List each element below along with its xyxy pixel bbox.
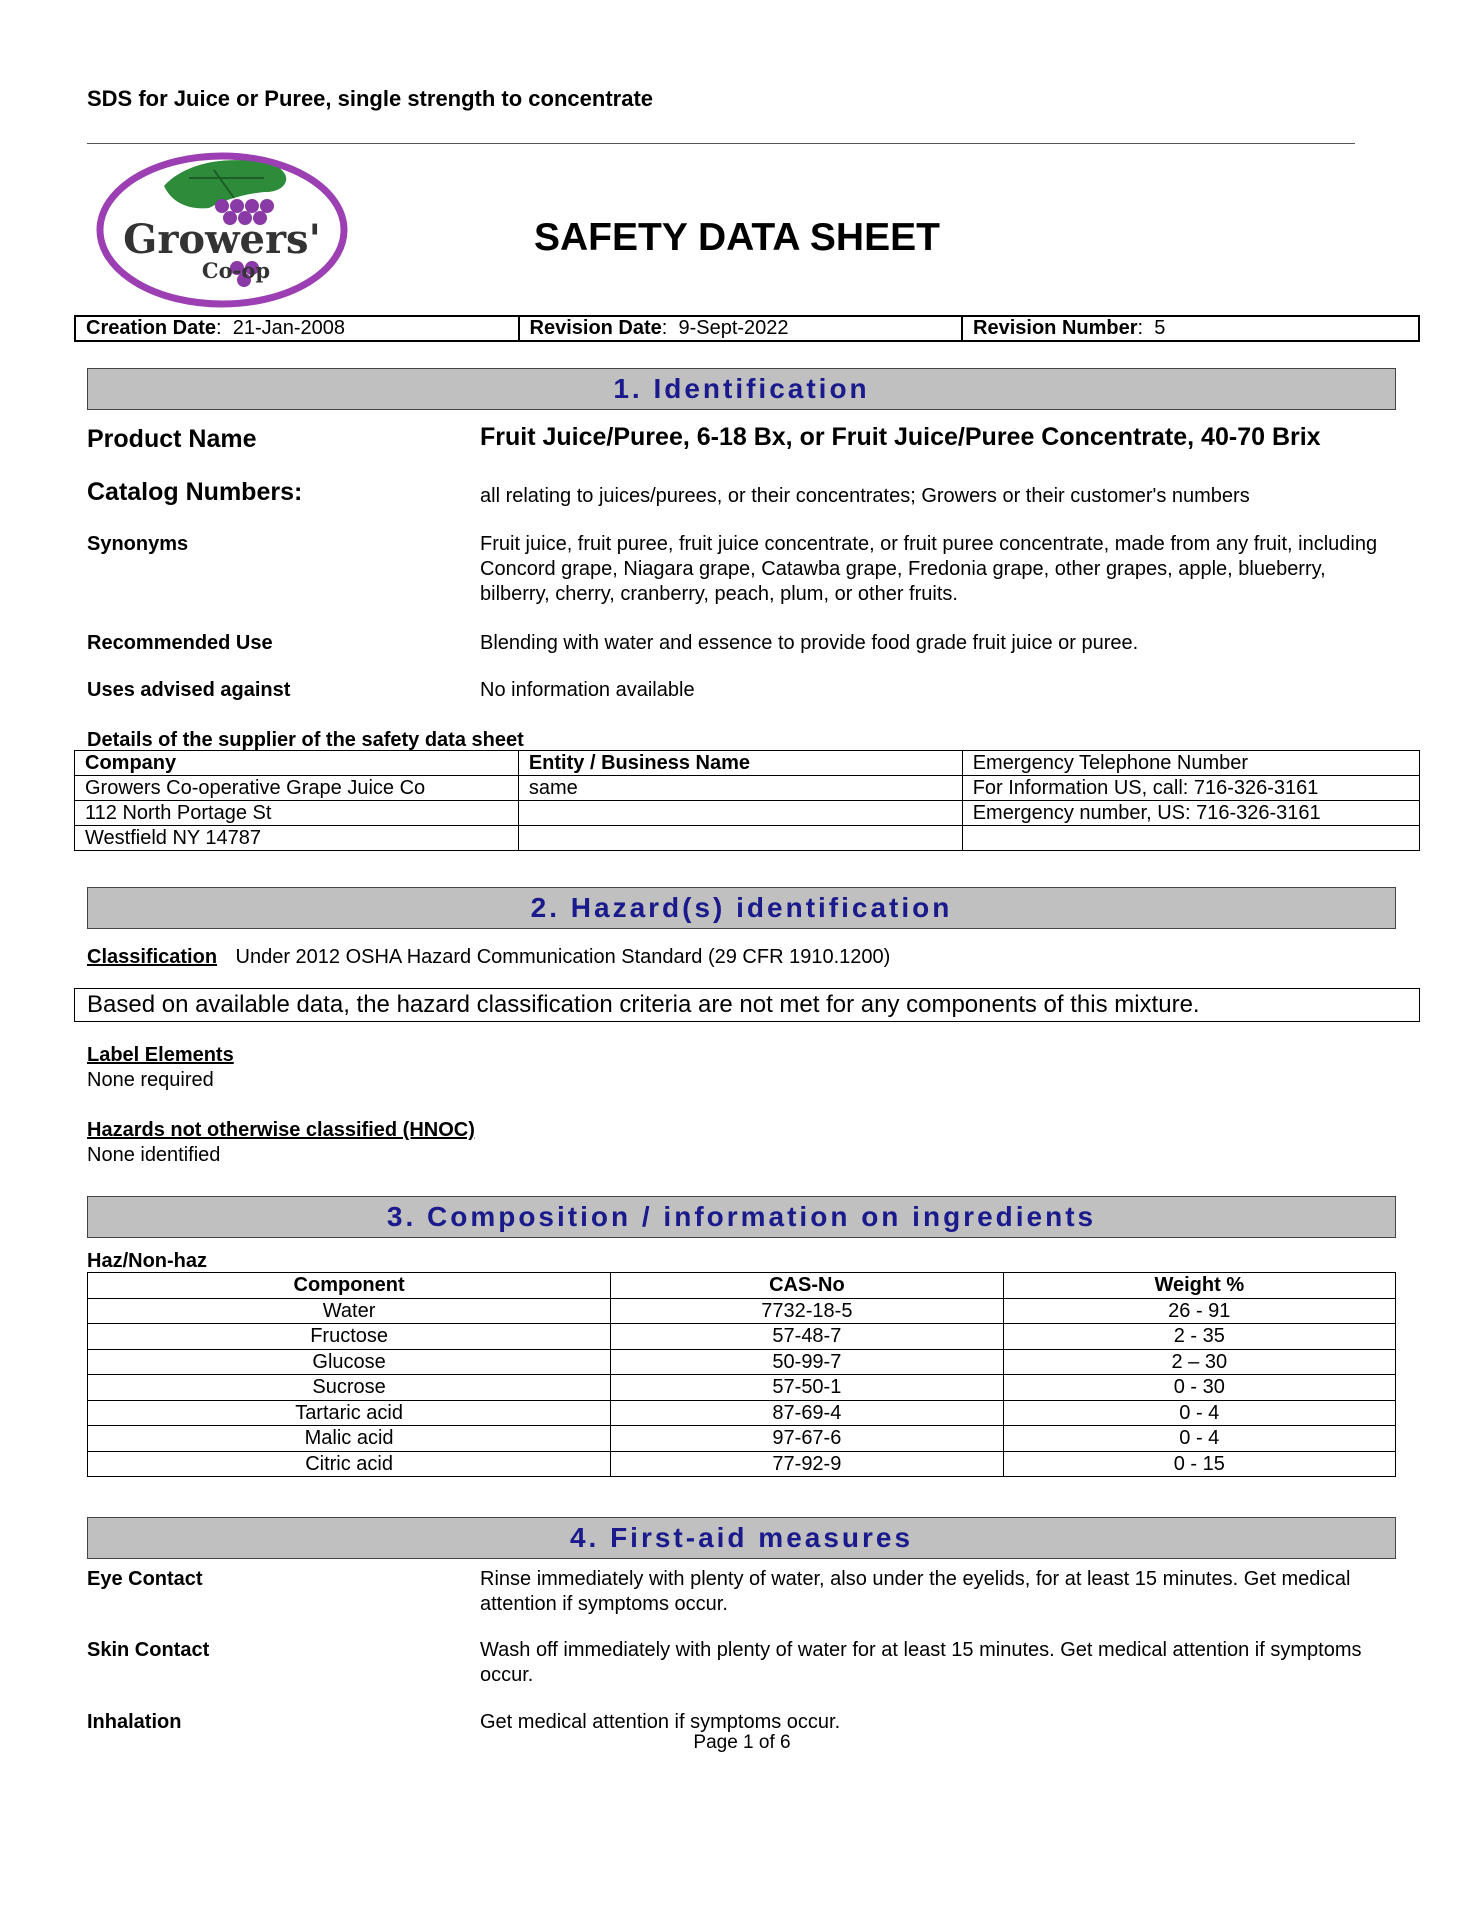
classification-row <box>87 946 890 969</box>
revision-date-cell: Revision Date: 9-Sept-2022 <box>519 316 963 341</box>
table-row: Malic acid 97-67-6 0 - 4 <box>88 1426 1396 1452</box>
table-row: Glucose 50-99-7 2 – 30 <box>88 1349 1396 1375</box>
haz-nonhaz-label: Haz/Non-haz <box>87 1250 207 1272</box>
section-3-header: 3. Composition / information on ingredients <box>87 1196 1396 1238</box>
label-elements-heading: Label Elements <box>87 1044 234 1066</box>
document-title: SDS for Juice or Puree, single strength to concentrate <box>87 86 654 111</box>
table-row: Component CAS-No Weight % <box>88 1273 1396 1299</box>
eye-contact-value: Rinse immediately with plenty of water, also under the eyelids, for at least 15 minutes. Get medical attention if symptoms occur. <box>480 1568 1351 1615</box>
catalog-label: Catalog Numbers: <box>87 478 303 506</box>
recommended-use-label: Recommended Use <box>87 632 273 654</box>
inhalation-label: Inhalation <box>87 1711 182 1733</box>
growers-coop-logo <box>94 148 350 308</box>
eye-contact-label: Eye Contact <box>87 1568 203 1590</box>
table-row: Tartaric acid 87-69-4 0 - 4 <box>88 1400 1396 1426</box>
section-2-header: 2. Hazard(s) identification <box>87 887 1396 929</box>
table-row: Citric acid 77-92-9 0 - 15 <box>88 1451 1396 1477</box>
logo-subtext: Co-op <box>201 258 271 283</box>
table-row: Sucrose 57-50-1 0 - 30 <box>88 1375 1396 1401</box>
uses-advised-against-label: Uses advised against <box>87 679 291 701</box>
skin-contact-label: Skin Contact <box>87 1639 210 1661</box>
label-elements-value: None required <box>87 1069 214 1091</box>
table-row: 112 North Portage St Emergency number, US: 716-326-3161 <box>75 801 1420 826</box>
catalog-value: all relating to juices/purees, or their concentrates; Growers or their customer's numbers <box>480 485 1250 507</box>
creation-date-cell: Creation Date: 21-Jan-2008 <box>75 316 519 341</box>
table-row: Westfield NY 14787 <box>75 826 1420 851</box>
supplier-heading: Details of the supplier of the safety data sheet <box>87 729 524 751</box>
sheet-title: SAFETY DATA SHEET <box>534 216 940 259</box>
classification-label: Classification <box>87 946 218 968</box>
logo-wordmark: Growers' <box>123 216 321 263</box>
inhalation-value: Get medical attention if symptoms occur. <box>480 1711 841 1733</box>
product-name-value: Fruit Juice/Puree, 6-18 Bx, or Fruit Juice/Puree Concentrate, 40-70 Brix <box>480 423 1321 451</box>
synonyms-value: Fruit juice, fruit puree, fruit juice concentrate, or fruit puree concentrate, made from any fruit, including Concord grape, Niagara grape, Catawba grape, Fredonia grape, other grapes, apple, blueberry, bilberry, cherry, cranberry, peach, plum, or other fruits. <box>480 533 1378 605</box>
header-rule <box>87 143 1355 144</box>
section-4-header: 4. First-aid measures <box>87 1517 1396 1559</box>
table-row: Water 7732-18-5 26 - 91 <box>88 1298 1396 1324</box>
classification-note-box: Based on available data, the hazard classification criteria are not met for any components of this mixture. <box>74 988 1420 1022</box>
dates-table <box>74 315 1420 342</box>
uses-advised-against-value: No information available <box>480 679 695 701</box>
table-row: Company Entity / Business Name Emergency Telephone Number <box>75 751 1420 776</box>
skin-contact-value: Wash off immediately with plenty of water for at least 15 minutes. Get medical attention if symptoms occur. <box>480 1639 1362 1686</box>
table-row: Growers Co-operative Grape Juice Co same For Information US, call: 716-326-3161 <box>75 776 1420 801</box>
table-row: Fructose 57-48-7 2 - 35 <box>88 1324 1396 1350</box>
supplier-table <box>74 750 1420 851</box>
hnoc-value: None identified <box>87 1144 221 1166</box>
classification-value: Under 2012 OSHA Hazard Communication Standard (29 CFR 1910.1200) <box>235 946 891 968</box>
revision-number-cell: Revision Number: 5 <box>962 316 1419 341</box>
product-name-label: Product Name <box>87 425 257 453</box>
recommended-use-value: Blending with water and essence to provide food grade fruit juice or puree. <box>480 632 1139 654</box>
page-number: Page 1 of 6 <box>693 1732 791 1753</box>
hnoc-heading: Hazards not otherwise classified (HNOC) <box>87 1119 475 1141</box>
composition-table <box>87 1272 1396 1477</box>
section-1-header: 1. Identification <box>87 368 1396 410</box>
synonyms-label: Synonyms <box>87 533 189 555</box>
